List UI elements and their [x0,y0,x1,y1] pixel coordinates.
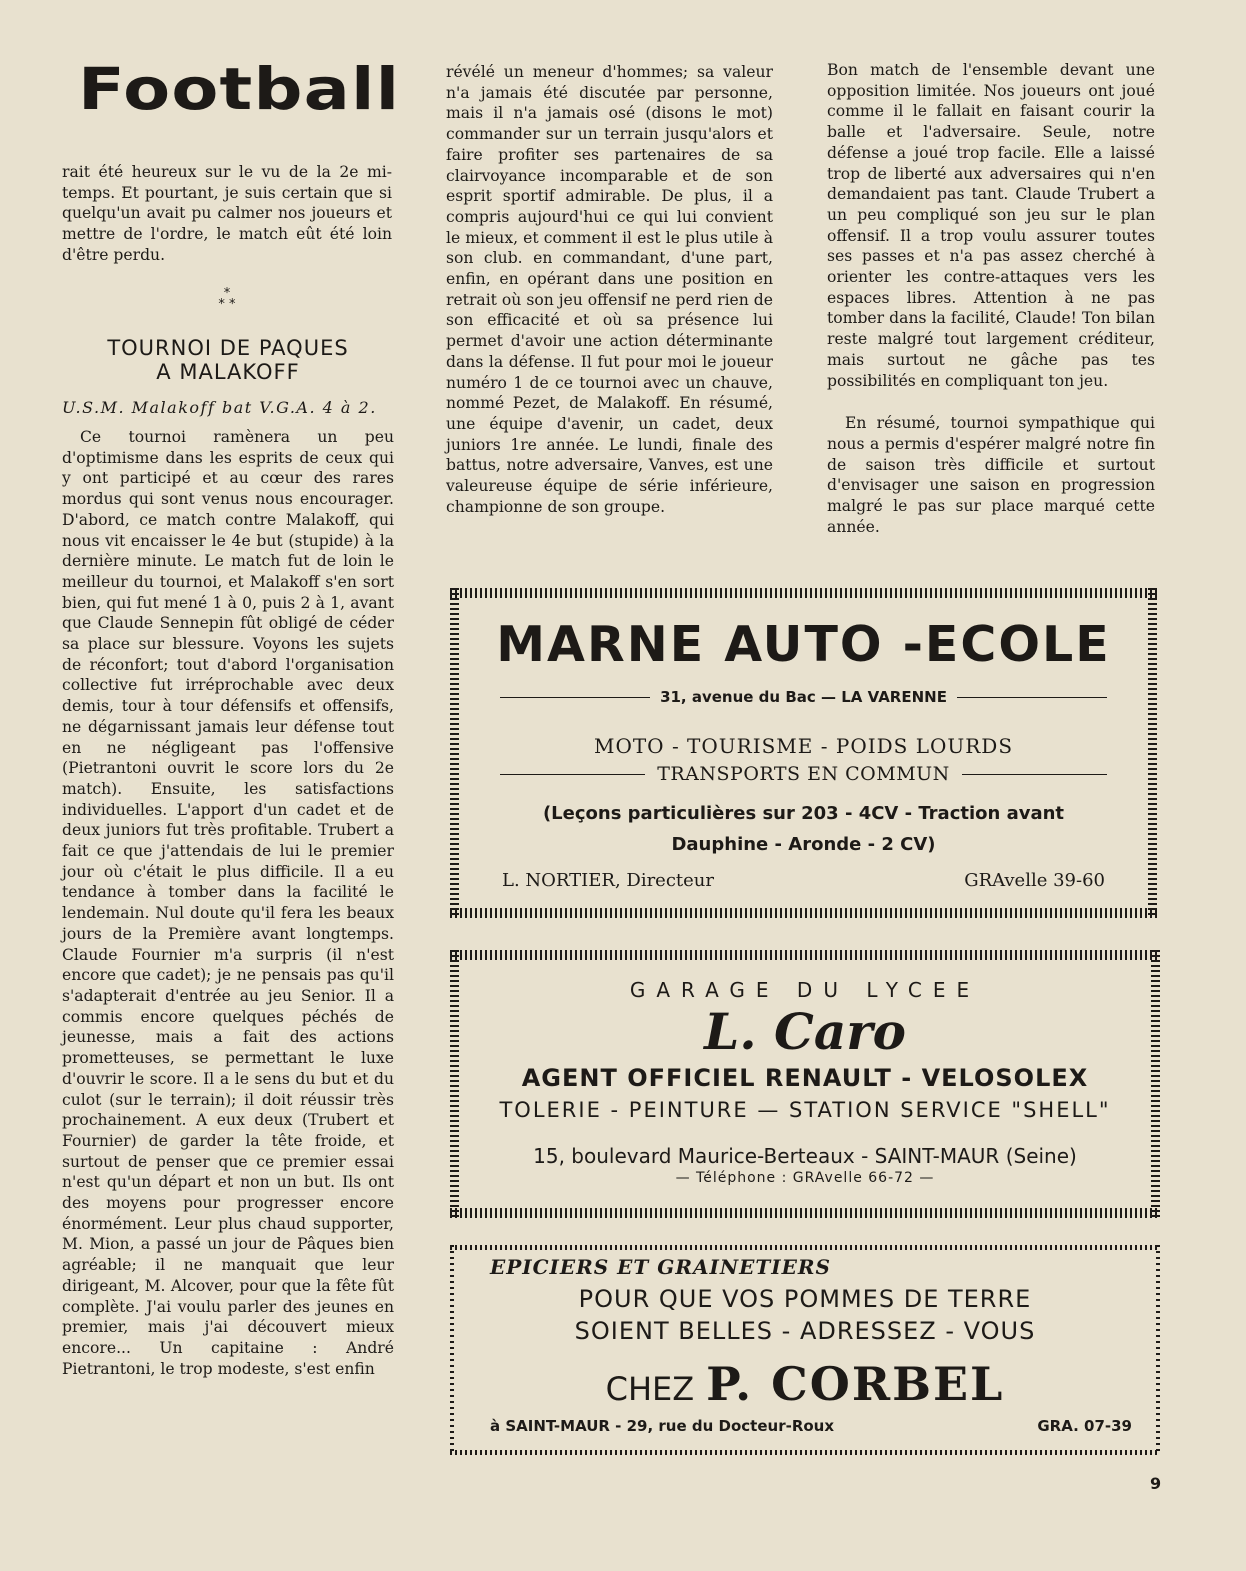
article-column-2 [446,62,773,517]
ad-address: 31, avenue du Bac — LA VARENNE [660,688,947,706]
page-title: Football [78,55,401,123]
article-column-1-top [62,162,392,266]
dotted-border [450,1245,454,1455]
ad-services: MOTO - TOURISME - POIDS LOURDS [593,734,1014,758]
ad-address-row [500,688,1107,706]
article-paragraph: Bon match de l'ensemble devant une opposition limitée. Nos joueurs ont joué comme il le fallait en faisant courir la balle et l'adversaire. Seule, notre défense a joué trop facile. Elle a laissé trop de liberté aux adversaires qui n'en demandaient pas tant. Claude Trubert a un peu compliqué son jeu sur le plan offensif. Il a trop voulu assurer toutes ses passes et n'a pas assez cherché à orienter les contre-attaques vers les espaces libres. Attention à ne pas tomber dans la facilité, Claude! Ton bilan reste malgré tout largement créditeur, mais surtout ne gâche pas tes possibilités en compliquant ton jeu. [827,61,1155,390]
ad-business-name: MARNE AUTO -ECOLE [496,616,1111,673]
hatched-border [450,950,1160,960]
dotted-border [450,1245,1160,1250]
ad-director: L. NORTIER, Directeur [502,870,715,891]
ad-phone: — Téléphone : GRAvelle 66-72 — [675,1170,935,1186]
ad-marne-auto-ecole [450,588,1157,918]
ad-phone: GRA. 07-39 [1037,1417,1132,1435]
article-paragraph: révélé un meneur d'hommes; sa valeur n'a jamais été discutée par personne, mais il n'a jamais osé (disons le mot) commander sur un terrain jusqu'alors et faire profiter ses partenaires de sa clairvoyance incomparable et de son esprit sportif admirable. De plus, il a compris aujourd'hui ce qui lui convient le mieux, et comment il est le plus utile à son club. en commandant, d'une part, enfin, en opérant dans une position en retrait où son jeu offensif ne perd rien de son efficacité et où sa présence lui permet d'avoir une action déterminante dans la défense. Il fut pour moi le joueur numéro 1 de ce tournoi avec un chauve, nommé Pezet, de Malakoff. En résumé, une équipe d'avenir, un cadet, deux juniors 1re année. Le lundi, finale des battus, notre adversaire, Vanves, est une valeureuse équipe de série inférieure, championne de son groupe. [446,63,773,516]
ad-address: 15, boulevard Maurice-Berteaux - SAINT-MAUR (Seine) [533,1144,1077,1168]
ad-agent: AGENT OFFICIEL RENAULT - VELOSOLEX [521,1064,1089,1092]
rule-line [500,697,650,698]
dotted-border [450,1450,1160,1455]
ad-owner-script: L. Caro [704,1002,906,1061]
ad-footer [502,870,1105,891]
rule-line [957,697,1107,698]
hatched-border [450,1208,1160,1218]
hatched-border [450,908,1157,918]
ad-name-row [450,1357,1160,1411]
article-column-3 [827,60,1155,537]
ad-slogan: SOIENT BELLES - ADRESSEZ - VOUS [574,1317,1036,1345]
ad-lessons: Dauphine - Aronde - 2 CV) [671,834,936,855]
article-paragraph: rait été heureux sur le vu de la 2e mi-temps. Et pourtant, je suis certain que si quelqu'un avait pu calmer nos joueurs et mettre de l'ordre, le match eût été loin d'être perdu. [62,163,392,264]
hatched-border [450,588,1157,598]
article-paragraph: En résumé, tournoi sympathique qui nous a permis d'espérer malgré notre fin de saison très difficile et surtout d'envisager une saison en progression malgré le pas sur place marqué cette année. [827,414,1155,536]
ad-slogan: POUR QUE VOS POMMES DE TERRE [578,1285,1032,1313]
dotted-border [1156,1245,1160,1455]
ad-audience: EPICIERS ET GRAINETIERS [490,1255,831,1279]
asterism-divider: * * * [218,286,236,312]
ad-p-corbel [450,1245,1160,1455]
match-result-subheading: U.S.M. Malakoff bat V.G.A. 4 à 2. [62,398,377,417]
ad-services: TOLERIE - PEINTURE — STATION SERVICE "SHELL" [499,1098,1111,1122]
article-paragraph: Ce tournoi ramènera un peu d'optimisme dans les esprits de ceux qui y ont participé et au cœur des rares mordus qui sont venus nous encourager. D'abord, ce match contre Malakoff, qui nous vit encaisser le 4e but (stupide) à la dernière minute. Le match fut de loin le meilleur du tournoi, et Malakoff s'en sort bien, qui fut mené 1 à 0, puis 2 à 1, avant que Claude Sennepin fût obligé de céder sa place sur blessure. Voyons les sujets de réconfort; tout d'abord l'organisation collective fut irréprochable avec deux demis, tour à tour défensifs et offensifs, ne dégarnissant jamais leur défense tout en ne négligeant pas l'offensive (Pietrantoni ouvrit le score lors du 2e match). Ensuite, les satisfactions individuelles. L'apport d'un cadet et de deux juniors fut très profitable. Trubert a fait ce que j'attendais de lui le premier jour où c'était le plus difficile. Il a eu tendance à tomber dans la facilité le lendemain. Nul doute qu'il fera les beaux jours de la Première avant longtemps. Claude Fournier m'a surpris (il n'est encore que cadet); je ne pensais pas qu'il s'adapterait d'entrée au jeu Senior. Il a commis encore quelques péchés de jeunesse, mais a fait des actions prometteuses, se permettant le luxe d'ouvrir le score. Il a le sens du but et du culot (sur le terrain); il doit réussir très prochainement. A eux deux (Trubert et Fournier) de garder la tête froide, et surtout de penser que ce premier essai n'est qu'un départ et non un but. Ils ont des moyens pour progresser encore énormément. Leur plus chaud supporter, M. Mion, a passé un jour de Pâques bien agréable; il ne manquait que leur dirigeant, M. Alcover, pour que la fête fût complète. J'ai voulu parler des jeunes en premier, mais j'ai découvert mieux encore... Un capitaine : André Pietrantoni, le trop modeste, s'est enfin [62,428,394,1378]
page-number: 9 [1150,1474,1162,1493]
ad-footer [490,1417,1132,1435]
ad-lessons: (Leçons particulières sur 203 - 4CV - Traction avant [542,803,1065,824]
rule-line [500,774,645,775]
ad-business-name: P. CORBEL [706,1357,1005,1411]
ad-garage-du-lycee [450,950,1160,1218]
article-column-1-bottom [62,427,394,1379]
ad-services-row [500,763,1107,785]
ad-business-name: GARAGE DU LYCEE [629,978,981,1002]
ad-chez: CHEZ [605,1370,695,1408]
ad-services: TRANSPORTS EN COMMUN [657,763,950,785]
ad-address: à SAINT-MAUR - 29, rue du Docteur-Roux [490,1417,835,1435]
section-heading: TOURNOI DE PAQUES A MALAKOFF [107,336,349,384]
ad-phone: GRAvelle 39-60 [964,870,1105,891]
rule-line [962,774,1107,775]
